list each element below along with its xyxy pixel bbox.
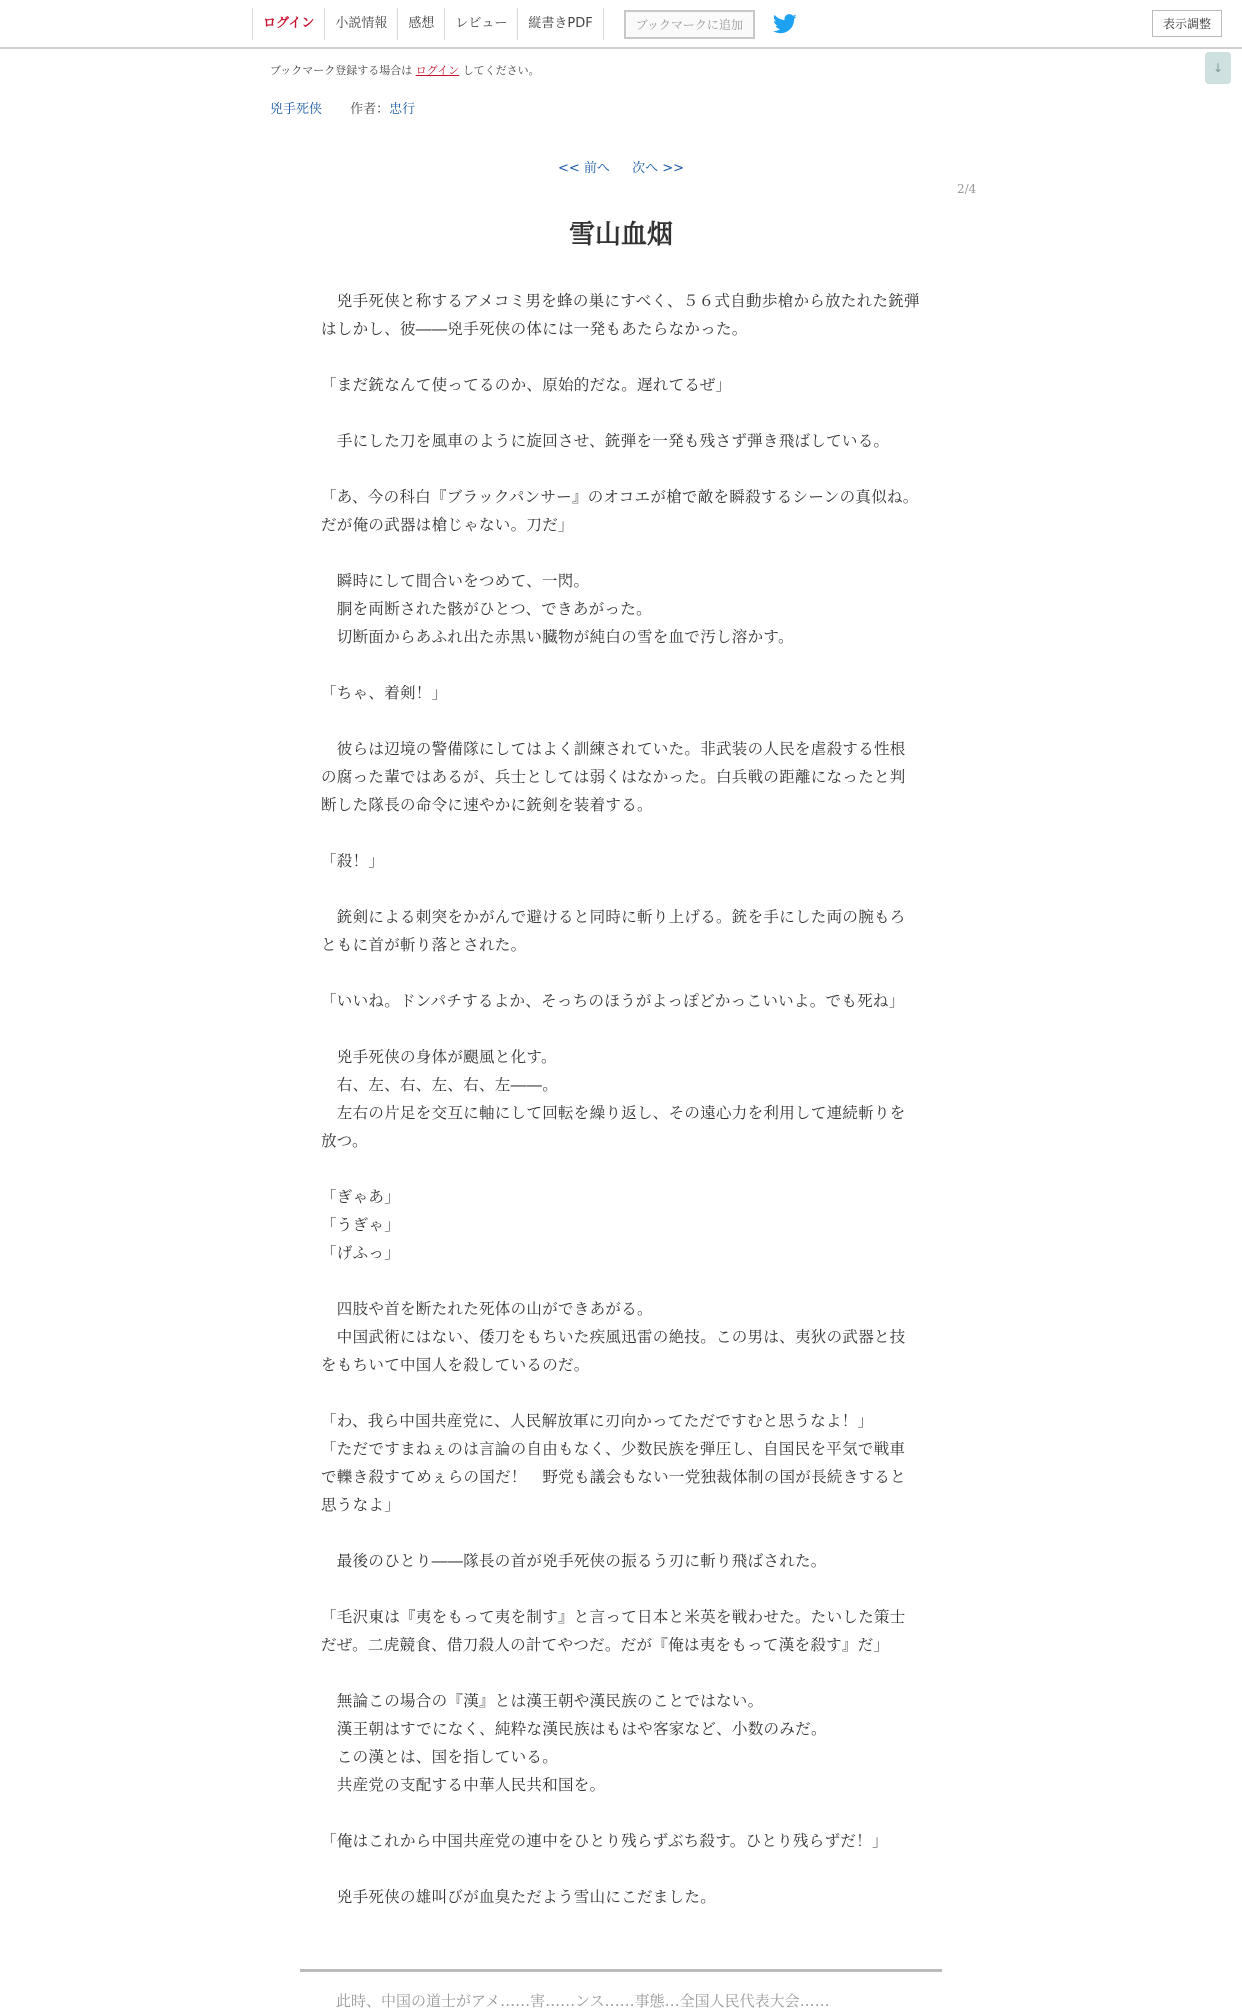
body-paragraph: 「あ、今の科白『ブラックパンサー』のオコエが槍で敵を瞬殺するシーンの真似ね。だが俺の武器は槍じゃない。刀だ」 — [321, 488, 919, 534]
blank-line — [321, 1015, 921, 1043]
blank-line — [321, 1267, 921, 1295]
notice-before: ブックマーク登録する場合は — [270, 64, 413, 77]
author-label: 作者： — [350, 102, 390, 117]
nav-review[interactable]: レビュー — [445, 8, 518, 40]
body-paragraph: 「いいね。ドンパチするよか、そっちのほうがよっぽどかっこいいよ。でも死ね」 — [321, 992, 905, 1010]
body-paragraph: 銃剣による刺突をかがんで避けると同時に斬り上げる。銃を手にした両の腕もろともに首が斬り落とされた。 — [321, 908, 906, 954]
blank-line — [321, 1519, 921, 1547]
afterword-peek: 此時、中国の道士がアメ……害……ンス……事態…全国人民代表大会…… — [321, 1992, 830, 2010]
series-link[interactable]: 兇手死侠 — [270, 102, 323, 117]
login-notice — [270, 62, 540, 78]
blank-line — [321, 819, 921, 847]
novel-body — [321, 287, 921, 1911]
body-paragraph: 兇手死侠と称するアメコミ男を蜂の巣にすべく、５６式自動歩槍から放たれた銃弾はしかし、彼――兇手死侠の体には一発もあたらなかった。 — [321, 292, 920, 338]
body-paragraph: 無論この場合の『漢』とは漢王朝や漢民族のことではない。 — [321, 1692, 764, 1710]
body-paragraph: 中国武術にはない、倭刀をもちいた疾風迅雷の絶技。この男は、夷狄の武器と技をもちいて中国人を殺しているのだ。 — [321, 1328, 906, 1374]
blank-line — [321, 399, 921, 427]
body-paragraph: 左右の片足を交互に軸にして回転を繰り返し、その遠心力を利用して連続斬りを放つ。 — [321, 1104, 906, 1150]
blank-line — [321, 707, 921, 735]
twitter-icon[interactable] — [773, 14, 797, 34]
prev-page-link[interactable]: << 前へ — [558, 161, 610, 176]
body-paragraph: 「殺！」 — [321, 852, 385, 870]
body-paragraph: 最後のひとり――隊長の首が兇手死侠の振るう刃に斬り飛ばされた。 — [321, 1552, 827, 1570]
body-paragraph: 「ただですまねぇのは言論の自由もなく、少数民族を弾圧し、自国民を平気で戦車で轢き殺すてめぇらの国だ！ 野党も議会もない一党独裁体制の国が長続きすると思うなよ」 — [321, 1440, 906, 1514]
blank-line — [321, 1155, 921, 1183]
blank-line — [321, 343, 921, 371]
body-paragraph: 手にした刀を風車のように旋回させ、銃弾を一発も残さず弾き飛ばしている。 — [321, 432, 890, 450]
body-paragraph: 「うぎゃ」 — [321, 1216, 401, 1234]
notice-after: してください。 — [462, 64, 540, 77]
add-bookmark-button[interactable]: ブックマークに追加 — [624, 10, 755, 39]
page-number: 2/4 — [957, 182, 977, 196]
body-paragraph: 四肢や首を断たれた死体の山ができあがる。 — [321, 1300, 653, 1318]
body-paragraph: 共産党の支配する中華人民共和国を。 — [321, 1776, 606, 1794]
blank-line — [321, 651, 921, 679]
nav-impressions[interactable]: 感想 — [398, 8, 445, 40]
blank-line — [321, 1575, 921, 1603]
body-paragraph: 漢王朝はすでになく、純粋な漢民族はもはや客家など、小数のみだ。 — [321, 1720, 827, 1738]
body-paragraph: 胴を両断された骸がひとつ、できあがった。 — [321, 600, 652, 618]
body-paragraph: 「まだ銃なんて使ってるのか、原始的だな。遅れてるぜ」 — [321, 376, 732, 394]
blank-line — [321, 1799, 921, 1827]
blank-line — [321, 455, 921, 483]
body-paragraph: 「俺はこれから中国共産党の連中をひとり残らずぶち殺す。ひとり残らずだ！」 — [321, 1832, 888, 1850]
divider — [300, 1969, 942, 1972]
blank-line — [321, 1659, 921, 1687]
nav-novel-info[interactable]: 小説情報 — [325, 8, 398, 40]
blank-line — [321, 1855, 921, 1883]
blank-line — [321, 539, 921, 567]
body-paragraph: 「ちゃ、着剣！」 — [321, 684, 448, 702]
breadcrumb — [270, 98, 415, 117]
body-paragraph: 彼らは辺境の警備隊にしてはよく訓練されていた。非武装の人民を虐殺する性根の腐った輩ではあるが、兵士としては弱くはなかった。白兵戦の距離になったと判断した隊長の命令に速やかに銃剣を装着する。 — [321, 740, 906, 814]
next-page-link[interactable]: 次へ >> — [632, 161, 684, 176]
pager — [0, 157, 1242, 176]
blank-line — [321, 875, 921, 903]
notice-login-link[interactable]: ログイン — [415, 64, 460, 77]
body-paragraph: この漢とは、国を指している。 — [321, 1748, 559, 1766]
body-paragraph: 右、左、右、左、右、左――。 — [321, 1076, 559, 1094]
nav-login[interactable]: ログイン — [252, 8, 325, 40]
author-link[interactable]: 忠行 — [389, 102, 416, 117]
body-paragraph: 「げふっ」 — [321, 1244, 401, 1262]
header-bar — [0, 0, 1242, 49]
display-adjust-button[interactable]: 表示調整 — [1152, 10, 1222, 37]
chapter-title: 雪山血烟 — [568, 220, 673, 250]
body-paragraph: 兇手死侠の身体が颶風と化す。 — [321, 1048, 557, 1066]
body-paragraph: 兇手死侠の雄叫びが血臭ただよう雪山にこだました。 — [321, 1888, 717, 1906]
body-paragraph: 「毛沢東は『夷をもって夷を制す』と言って日本と米英を戦わせた。たいした策士だぜ。二虎競食、借刀殺人の計てやつだ。だが『俺は夷をもって漢を殺す』だ」 — [321, 1608, 906, 1654]
scroll-down-button[interactable]: ↓ — [1205, 52, 1231, 84]
body-paragraph: 「ぎゃあ」 — [321, 1188, 401, 1206]
body-paragraph: 瞬時にして間合いをつめて、一閃。 — [321, 572, 590, 590]
nav-vertical-pdf[interactable]: 縦書きPDF — [518, 8, 603, 40]
body-paragraph: 切断面からあふれ出た赤黒い臓物が純白の雪を血で汚し溶かす。 — [321, 628, 794, 646]
header-nav — [252, 8, 797, 40]
blank-line — [321, 959, 921, 987]
body-paragraph: 「わ、我ら中国共産党に、人民解放軍に刃向かってただですむと思うなよ！」 — [321, 1412, 874, 1430]
blank-line — [321, 1379, 921, 1407]
